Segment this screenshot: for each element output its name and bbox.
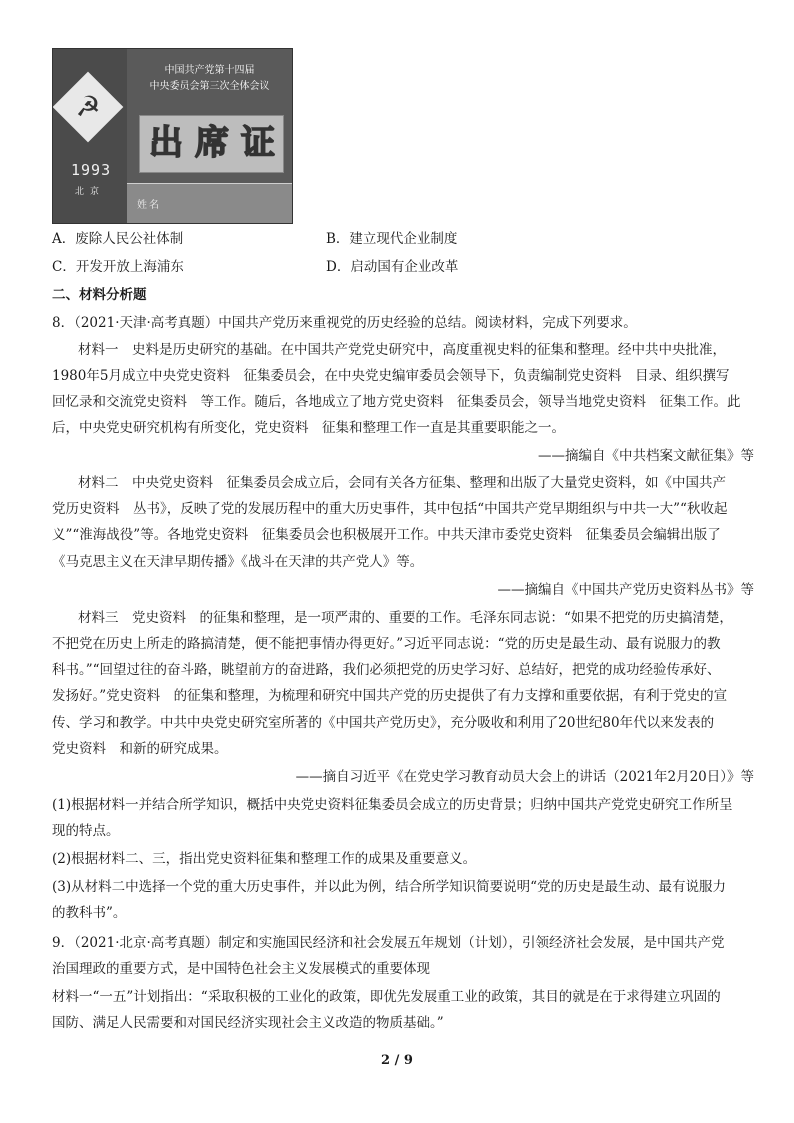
q8-material2-line: 《马克思主义在天津早期传播》《战斗在天津的共产党人》等。 [52, 554, 424, 570]
q8-material1-line: 1980年5月成立中央党史资料 征集委员会，在中央党史编审委员会领导下，负责编制党史资料 目录、组织撰写 [52, 368, 730, 384]
q9-material1-line: 国防、满足人民需要和对国民经济实现社会主义改造的物质基础。” [52, 1015, 444, 1031]
q8-material3-line: 党史资料 和新的研究成果。 [52, 741, 228, 757]
q8-material3-line: 材料三 党史资料 的征集和整理，是一项严肃的、重要的工作。毛泽东同志说：“如果不把党的历史搞清楚， [78, 610, 733, 626]
card-name-label: 姓名 [137, 200, 161, 211]
card-header-line2: 中央委员会第三次全体会议 [149, 81, 270, 92]
option-b: B．建立现代企业制度 [326, 231, 458, 247]
card-header [127, 63, 292, 95]
q9-stem-cont: 治国理政的重要方式，是中国特色社会主义发展模式的重要体现 [52, 961, 430, 977]
option-a: A．废除人民公社体制 [52, 231, 184, 247]
card-title-box [139, 115, 284, 173]
q8-material1-source: ——摘编自《中共档案文献征集》等 [538, 448, 754, 464]
q9-material1-line: 材料一“一五”计划指出：“采取积极的工业化的政策，即优先发展重工业的政策，其目的就是在于求得建立巩固的 [52, 989, 721, 1005]
option-d: D．启动国有企业改革 [326, 259, 459, 275]
card-title-char: 出 [149, 123, 183, 163]
q8-material1-line: 回忆录和交流党史资料 等工作。随后，各地成立了地方党史资料 征集委员会，领导当地党史资料 征集工作。此 [52, 394, 741, 410]
q8-subquestion-1-cont: 现的特点。 [52, 823, 120, 839]
page-number: 2 / 9 [381, 1053, 413, 1068]
card-city: 北京 [75, 187, 106, 197]
q9-stem: 9．（2021·北京·高考真题）制定和实施国民经济和社会发展五年规划（计划），引领经济社会发展，是中国共产党 [52, 935, 725, 951]
q8-material2-source: ——摘编自《中国共产党历史资料丛书》等 [497, 582, 754, 598]
q8-stem: 8．（2021·天津·高考真题）中国共产党历来重视党的历史经验的总结。阅读材料，完成下列要求。 [52, 315, 637, 331]
q8-material3-line: 发扬好。”党史资料 的征集和整理，为梳理和研究中国共产党的历史提供了有力支撑和重要依据，有利于党史的宣 [52, 688, 728, 704]
card-title-char: 席 [195, 123, 229, 163]
attendance-pass-image [52, 48, 293, 224]
card-header-line1: 中国共产党第十四届 [164, 65, 255, 76]
card-name-box [127, 183, 292, 224]
q8-material1-line: 后，中央党史研究机构有所变化，党史资料 征集和整理工作一直是其重要职能之一。 [52, 420, 565, 436]
q8-material3-line: 传、学习和教学。中共中央党史研究室所著的《中国共产党历史》，充分吸收和利用了20世纪80年代以来发表的 [52, 715, 715, 731]
q8-material3-line: 不把党在历史上所走的路搞清楚，便不能把事情办得更好。”习近平同志说：“党的历史是最生动、最有说服力的教 [52, 636, 721, 652]
q8-material2-line: 义”“淮海战役”等。各地党史资料 征集委员会也积极展开工作。中共天津市委党史资料 征集委员会编辑出版了 [52, 527, 721, 543]
card-title-char: 证 [241, 123, 275, 163]
q8-material3-line: 科书。”“回望过往的奋斗路，眺望前方的奋进路，我们必须把党的历史学习好、总结好，把党的成功经验传承好、 [52, 662, 721, 678]
q8-subquestion-3: (3)从材料二中选择一个党的重大历史事件，并以此为例，结合所学知识简要说明“党的历史是最生动、最有说服力 [52, 879, 727, 895]
q8-subquestion-2: (2)根据材料二、三，指出党史资料征集和整理工作的成果及重要意义。 [52, 851, 477, 867]
q8-material1-line: 材料一 史料是历史研究的基础。在中国共产党党史研究中，高度重视史料的征集和整理。经中共中央批准， [78, 342, 726, 358]
option-c: C．开发开放上海浦东 [52, 259, 184, 275]
card-year: 1993 [71, 161, 112, 179]
q8-subquestion-3-cont: 的教科书”。 [52, 905, 127, 921]
q8-material2-line: 材料二 中央党史资料 征集委员会成立后，会同有关各方征集、整理和出版了大量党史资料，如《中国共产 [78, 475, 726, 491]
section-heading: 二、材料分析题 [52, 287, 147, 303]
q8-material3-source: ——摘自习近平《在党史学习教育动员大会上的讲话（2021年2月20日）》等 [295, 769, 754, 785]
hammer-sickle-icon: ☭ [75, 90, 101, 123]
q8-subquestion-1: (1)根据材料一并结合所学知识，概括中央党史资料征集委员会成立的历史背景；归纳中国共产党党史研究工作所呈 [52, 797, 733, 813]
q8-material2-line: 党历史资料 丛书》，反映了党的发展历程中的重大历史事件，其中包括“中国共产党早期组织与中共一大”“秋收起 [52, 501, 728, 517]
